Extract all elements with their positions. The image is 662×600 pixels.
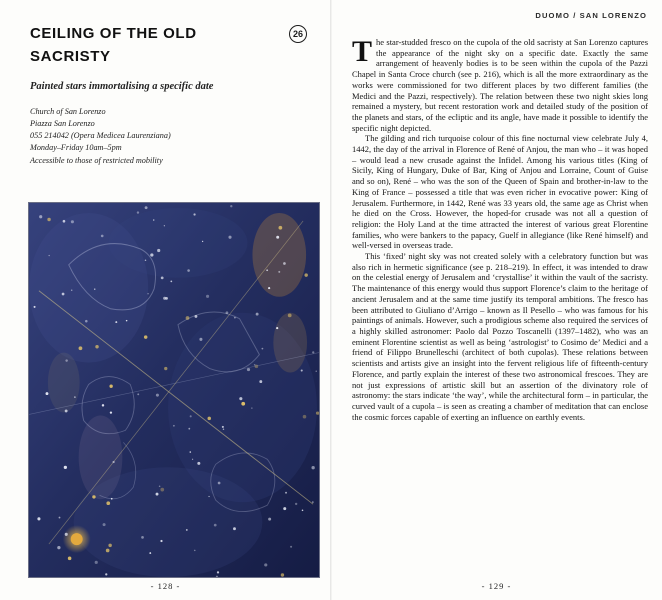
page-title-line-2: SACRISTY — [30, 48, 111, 66]
page-title-line-1: CEILING OF THE OLD — [30, 25, 197, 42]
info-block — [30, 106, 319, 167]
body-paragraph-3: This ‘fixed’ night sky was not created solely with a celebratory function but was also rich in hermetic significance (see p. 218–219). In effect, it was intended to draw on the celestial energy of Jerusalem and ‘crystallise’ it within the vault of the sacristy. The maintenance of this energy would thus support Florence’s claim to the heritage of ancient Jerusalem and at the same time justify its temporal ambitions. The fresco has been attributed to Giuliano d’Arrigo – known as Il Pesello – who was famous for his paintings of animals. However, such a prodigious scheme also required the services of a highly skilled astronomer: Paolo dal Pozzo Toscanelli (1397–1482), who was an eminent Florentine scientist as well as being ‘astrologist’ to Cosimo de’ Medici and a friend of Filippo Brunelleschi (architect of both cupolas). These relations between scientists and artists give an insight into the fervent religious life of fifteenth-century Florence, and partly explain the interest of these two astronomical frescoes. They are not just expressions of artistic skill but an assertion of the divinatory role of astronomy: the stars indicate ‘the way’, while the architectural form – in particular, the curved vault of a cupola – is seen as creating a chamber of meditation that can enclose the cosmic forces capable of exerting an influence on earthly events. — [352, 251, 648, 422]
page-fold-divider — [330, 0, 332, 600]
entry-number: 26 — [292, 29, 303, 39]
info-hours: Monday–Friday 10am–5pm — [30, 143, 122, 153]
page-number-right: - 129 - — [481, 581, 512, 591]
entry-number-badge — [289, 25, 307, 43]
info-accessibility: Accessible to those of restricted mobility — [30, 155, 163, 165]
body-text — [352, 37, 648, 422]
page-title — [30, 22, 280, 69]
info-phone: 055 214042 (Opera Medicea Laurenziana) — [30, 131, 171, 141]
drop-cap: T — [352, 35, 373, 68]
info-address: Piazza San Lorenzo — [30, 118, 95, 128]
fresco-image — [28, 202, 320, 578]
night-sky-fresco-art — [29, 203, 319, 577]
body-paragraph-2: The gilding and rich turquoise colour of this fine nocturnal view celebrate July 4, 1442, the day of the arrival in Florence of René of Anjou, the man who – it was hoped – would lead a new crusade against the Infidel. Among his various titles (King of Sicily, King of Hungary, Duke of Bar, King of Anjou and Lorraine, Count of Guise and so on), René – who was the son of the Queen of Spain and brother-in-law to the King of France – possessed a title that was even richer in evocative power: King of Jerusalem. Furthermore, in 1442, René was 33 years old, the same age as Christ when he died on the Cross. However, the hoped-for crusade was not all a question of religion: the Holy Land at the time attracted the interest of various great Florentine families, who were bankers to the papacy, Guelf in allegiance (like René himself) and well-versed in overseas trade. — [352, 133, 648, 251]
subtitle: Painted stars immortalising a specific date — [30, 80, 214, 92]
running-header: DUOMO / SAN LORENZO — [535, 11, 647, 20]
left-page-header-block — [0, 0, 331, 167]
body-paragraph-1 — [352, 37, 648, 133]
page-number-left: - 128 - — [150, 581, 181, 591]
body-paragraph-1-text: he star-studded fresco on the cupola of the old sacristy at San Lorenzo captures the appearance of the night sky on a specific date. Exactly the same arrangement of heavenly bodies is to be seen within the cupola of the Pazzi Chapel in Santa Croce church (see p. 216), which is all the more extraordinary as the works were commissioned for two different places by two different families (the Medici and the Pazzi, respectively). The relation between these two night skies long remained a mystery, but recent restoration work and detailed study of the position of the planets and stars, of the ecliptic and its angle, have made it possible to identify the specific night depicted. — [352, 37, 648, 133]
info-church: Church of San Lorenzo — [30, 106, 106, 116]
right-page — [331, 0, 662, 600]
